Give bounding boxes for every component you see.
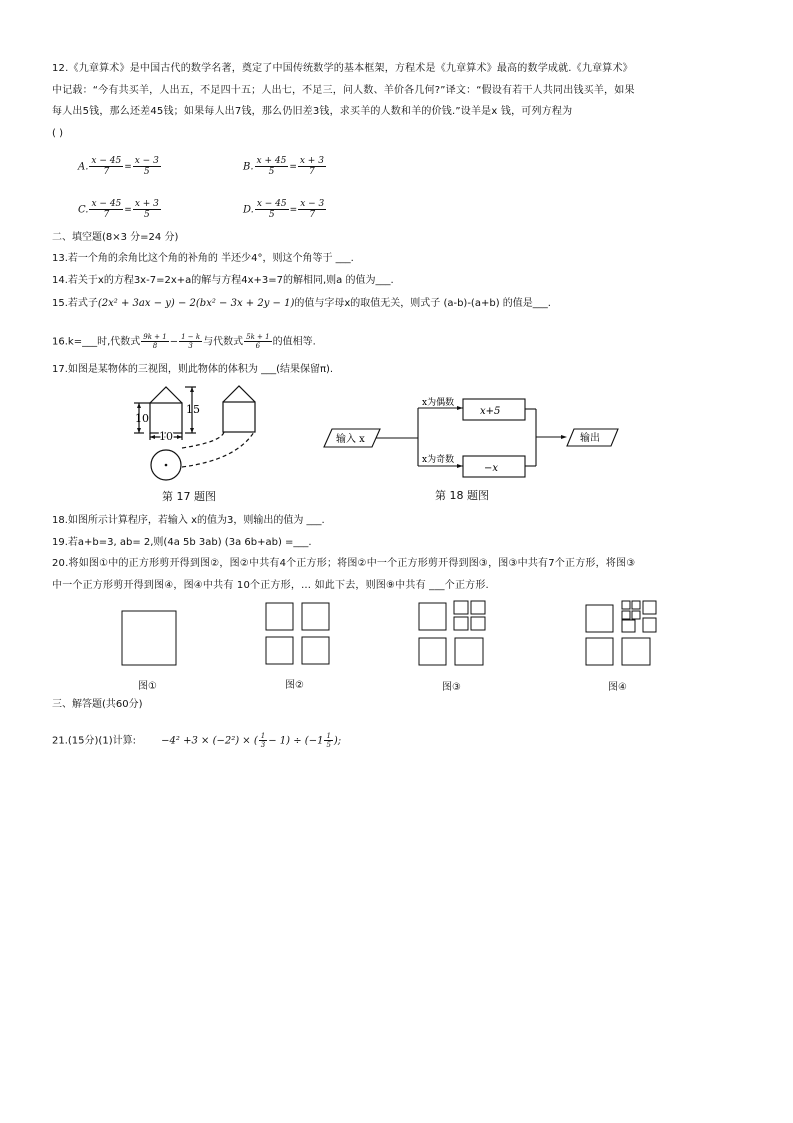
q12-line1: 12.《九章算术》是中国古代的数学名著，奠定了中国传统数学的基本框架，方程术是《九章算术》最高的数学成就.《九章算术》 bbox=[52, 63, 633, 74]
output-label: 输出 bbox=[580, 433, 600, 444]
option-d-left-denominator: 5 bbox=[268, 210, 275, 220]
option-a-right-denominator: 5 bbox=[143, 167, 150, 177]
figure-17-three-views bbox=[126, 380, 286, 485]
fig4-small-square bbox=[643, 601, 656, 614]
option-b-right-denominator: 7 bbox=[309, 167, 315, 177]
option-a-left-denominator: 7 bbox=[103, 167, 110, 177]
q21-frac2-denominator: 5 bbox=[326, 741, 331, 749]
fig3-small-square bbox=[471, 601, 485, 614]
fig3-square bbox=[455, 638, 483, 665]
figure-17-caption: 第 17 题图 bbox=[162, 490, 216, 503]
fig3-small-square bbox=[471, 617, 485, 630]
q16-prefix: 16.k=___时,代数式 bbox=[52, 336, 141, 348]
figure-18-flowchart bbox=[318, 390, 623, 485]
q15 bbox=[52, 297, 551, 311]
option-d-right-numerator: x − 3 bbox=[300, 199, 325, 209]
q21-frac1-denominator: 3 bbox=[260, 741, 266, 749]
option-d-left-numerator: x − 45 bbox=[256, 199, 287, 209]
fig3-label: 图③ bbox=[442, 682, 461, 693]
option-c-label: C. bbox=[78, 204, 89, 216]
q20-line1: 20.将如图①中的正方形剪开得到图②，图②中共有4个正方形；将图②中一个正方形剪开得到图③，图③中共有7个正方形，将图③ bbox=[52, 558, 636, 569]
q21-frac2-numerator: 1 bbox=[326, 732, 331, 740]
q17: 17.如图是某物体的三视图，则此物体的体积为 ___(结果保留π). bbox=[52, 364, 334, 375]
q12-answer-bracket: ( ) bbox=[52, 128, 63, 139]
fig3-square bbox=[419, 638, 446, 665]
q16-middle: 与代数式 bbox=[203, 336, 244, 348]
q16-minus: − bbox=[169, 336, 179, 348]
section-3-heading: 三、解答题(共60分) bbox=[52, 699, 143, 710]
front-view-roof bbox=[150, 387, 182, 403]
odd-op-label: −x bbox=[484, 463, 499, 474]
fig2-label: 图② bbox=[285, 680, 304, 691]
fig4-tiny-square bbox=[632, 611, 640, 619]
q21 bbox=[52, 732, 341, 749]
even-op-label: x+5 bbox=[480, 406, 501, 417]
fig4-square bbox=[586, 638, 613, 665]
fig3-square bbox=[419, 603, 446, 630]
fig3-small-square bbox=[454, 601, 468, 614]
q21-expression-part2: − 1) ÷ (−1 bbox=[268, 735, 324, 747]
option-d-right-denominator: 7 bbox=[309, 210, 316, 220]
projection-arc-inner bbox=[182, 432, 224, 448]
q21-frac1-numerator: 1 bbox=[260, 732, 266, 740]
q19: 19.若a+b=3, ab= 2,则(4a 5b 3ab) (3a 6b+ab) =___. bbox=[52, 537, 312, 548]
front-view-rect bbox=[150, 403, 182, 433]
q16-frac2-numerator: 1 − k bbox=[181, 333, 201, 341]
figure-20-squares bbox=[110, 598, 690, 670]
side-view-roof bbox=[223, 386, 255, 402]
equals-sign: = bbox=[289, 205, 298, 216]
fig1-square bbox=[122, 611, 176, 665]
fig4-tiny-square bbox=[622, 611, 630, 619]
option-a-left-numerator: x − 45 bbox=[91, 156, 122, 166]
fig4-square bbox=[622, 638, 650, 665]
q21-expression-part1: −4² +3 × (−2²) × ( bbox=[161, 735, 258, 747]
fig4-small-square bbox=[622, 620, 635, 632]
equals-sign: = bbox=[289, 162, 297, 173]
option-b-label: B. bbox=[243, 161, 254, 173]
q21-expression-part3: ); bbox=[333, 735, 342, 747]
q15-suffix: 的值与字母x的取值无关，则式子 (a-b)-(a+b) 的值是___. bbox=[294, 298, 551, 309]
q12-line3: 每人出5钱，那么还差45钱；如果每人出7钱，那么仍旧差3钱，求买羊的人数和羊的价钱.”设羊是x 钱，可列方程为 bbox=[52, 106, 573, 117]
fig4-tiny-square bbox=[632, 601, 640, 609]
q16-frac3-denominator: 6 bbox=[255, 342, 261, 350]
even-condition-label: x为偶数 bbox=[422, 398, 455, 408]
q14: 14.若关于x的方程3x-7=2x+a的解与方程4x+3=7的解相同,则a 的值为___. bbox=[52, 275, 394, 286]
section-2-heading: 二、填空题(8×3 分=24 分) bbox=[52, 232, 179, 243]
figure-18-caption: 第 18 题图 bbox=[435, 489, 489, 502]
q15-prefix: 15.若式子 bbox=[52, 298, 98, 309]
circle-center-dot bbox=[165, 464, 168, 467]
option-d bbox=[243, 199, 327, 220]
fig4-tiny-square bbox=[622, 601, 630, 609]
option-c-left-numerator: x − 45 bbox=[91, 199, 122, 209]
fig2-square bbox=[266, 637, 293, 664]
dim-total-label: 15 bbox=[186, 403, 200, 416]
option-b-right-numerator: x + 3 bbox=[299, 156, 324, 166]
q16-frac1-denominator: 8 bbox=[152, 342, 158, 350]
option-c-right-numerator: x + 3 bbox=[134, 199, 159, 209]
fig4-small-square bbox=[643, 618, 656, 632]
q20-line2: 中一个正方形剪开得到图④，图④中共有 10个正方形，… 如此下去，则图⑨中共有 ___个正方形. bbox=[52, 580, 489, 591]
fig2-square bbox=[302, 603, 329, 630]
fig4-label: 图④ bbox=[608, 682, 627, 693]
q15-expression: (2x² + 3ax − y) − 2(bx² − 3x + 2y − 1) bbox=[97, 298, 295, 309]
side-view-rect bbox=[223, 402, 255, 432]
q16-suffix: 的值相等. bbox=[272, 336, 316, 348]
option-a bbox=[78, 156, 162, 177]
fig1-label: 图① bbox=[138, 681, 157, 692]
option-b-left-denominator: 5 bbox=[268, 167, 275, 177]
fig2-square bbox=[302, 637, 329, 664]
fig2-square bbox=[266, 603, 293, 630]
option-a-right-numerator: x − 3 bbox=[134, 156, 159, 166]
equals-sign: = bbox=[124, 205, 132, 216]
option-a-label: A. bbox=[78, 161, 89, 173]
q16-frac3-numerator: 5k + 1 bbox=[246, 333, 270, 341]
equals-sign: = bbox=[124, 162, 132, 173]
q18: 18.如图所示计算程序，若输入 x的值为3，则输出的值为 ___. bbox=[52, 515, 325, 526]
q16-frac1-numerator: 9k + 1 bbox=[143, 333, 167, 341]
option-c-left-denominator: 7 bbox=[103, 210, 110, 220]
option-d-label: D. bbox=[243, 204, 254, 216]
q12-line2: 中记载：“今有共买羊，人出五，不足四十五；人出七，不足三，问人数、羊价各几何?”译文：“假设有若干人共同出钱买羊，如果 bbox=[52, 85, 635, 96]
dim-width-label: 10 bbox=[159, 430, 173, 443]
input-label: 输入 x bbox=[336, 434, 365, 445]
q16-frac2-denominator: 3 bbox=[188, 342, 193, 350]
q16 bbox=[52, 333, 316, 350]
option-b bbox=[243, 156, 327, 177]
option-b-left-numerator: x + 45 bbox=[256, 156, 287, 166]
dim-height-label: 10 bbox=[135, 412, 149, 425]
fig3-small-square bbox=[454, 617, 468, 630]
odd-condition-label: x为奇数 bbox=[422, 455, 455, 465]
option-c-right-denominator: 5 bbox=[144, 210, 150, 220]
q13: 13.若一个角的余角比这个角的补角的 半还少4°，则这个角等于 ___. bbox=[52, 253, 354, 264]
fig4-square bbox=[586, 605, 613, 632]
option-c bbox=[78, 199, 162, 220]
projection-arc-outer bbox=[182, 432, 254, 467]
q21-prefix: 21.(15分)(1)计算: bbox=[52, 735, 136, 747]
